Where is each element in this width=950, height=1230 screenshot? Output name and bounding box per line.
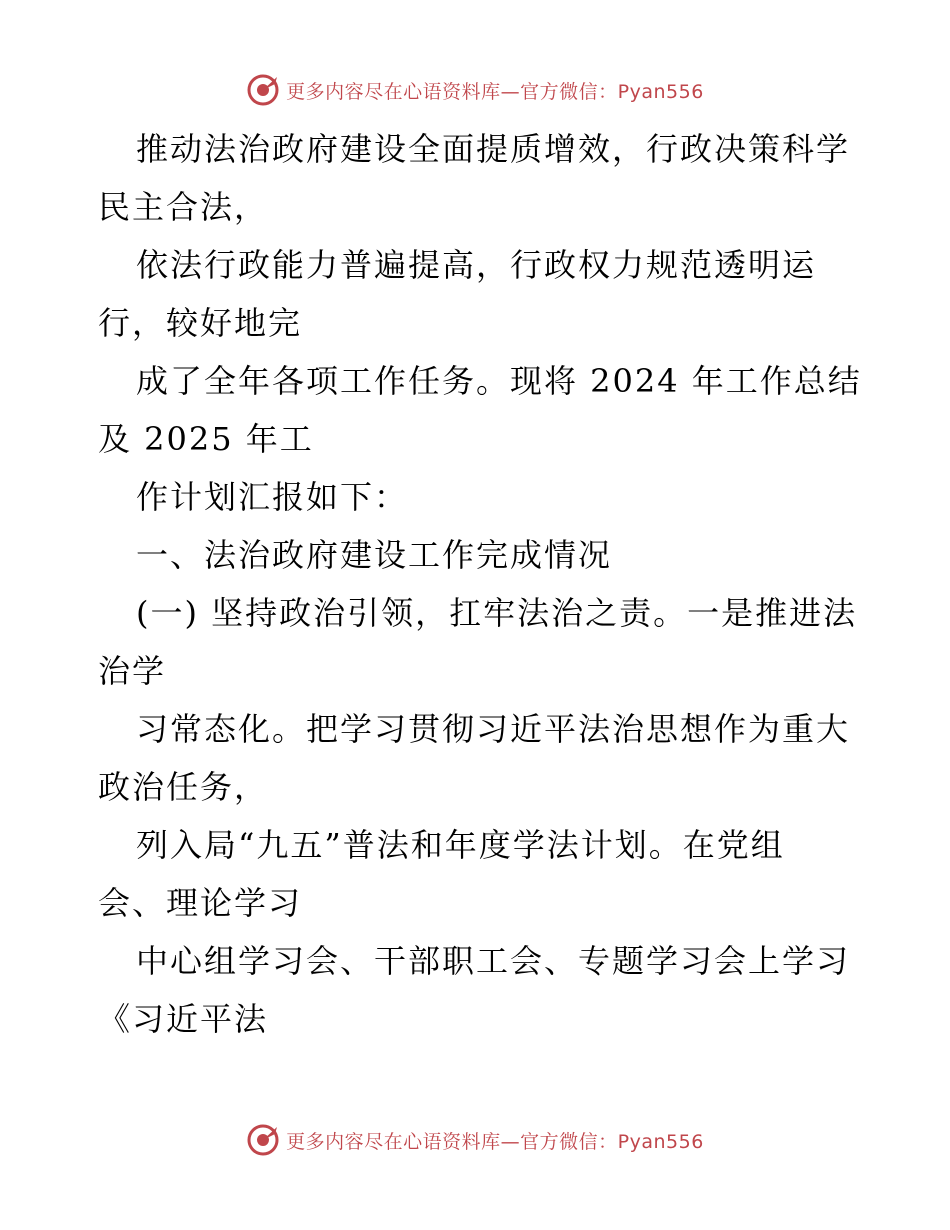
text-line: 治学 xyxy=(98,652,167,690)
document-body xyxy=(98,120,862,1048)
text-line: 及 2025 年工 xyxy=(98,420,314,458)
text-line: 《习近平法 xyxy=(98,1000,269,1038)
text-line: 会、理论学习 xyxy=(98,884,303,922)
text-line: (一) 坚持政治引领，扛牢法治之责。一是推进法 xyxy=(136,594,858,632)
section-heading: 一、法治政府建设工作完成情况 xyxy=(136,536,613,574)
footer-watermark xyxy=(0,1120,950,1160)
text-line: 行，较好地完 xyxy=(98,304,303,342)
pen-logo-icon xyxy=(246,1123,280,1157)
text-line: 列入局“九五”普法和年度学法计划。在党组 xyxy=(136,826,785,864)
text-line: 作计划汇报如下： xyxy=(136,478,409,516)
pen-logo-icon xyxy=(246,73,280,107)
watermark-text: 更多内容尽在心语资料库—官方微信：Pyan556 xyxy=(286,1130,704,1153)
header-watermark xyxy=(0,70,950,110)
text-line: 成了全年各项工作任务。现将 2024 年工作总结 xyxy=(136,362,862,400)
text-line: 依法行政能力普遍提高，行政权力规范透明运 xyxy=(136,246,817,284)
watermark-text: 更多内容尽在心语资料库—官方微信：Pyan556 xyxy=(286,80,704,103)
text-line: 中心组学习会、干部职工会、专题学习会上学习 xyxy=(136,942,851,980)
text-line: 习常态化。把学习贯彻习近平法治思想作为重大 xyxy=(136,710,851,748)
text-line: 政治任务， xyxy=(98,768,269,806)
text-line: 推动法治政府建设全面提质增效，行政决策科学 xyxy=(136,130,851,168)
text-line: 民主合法， xyxy=(98,188,269,226)
